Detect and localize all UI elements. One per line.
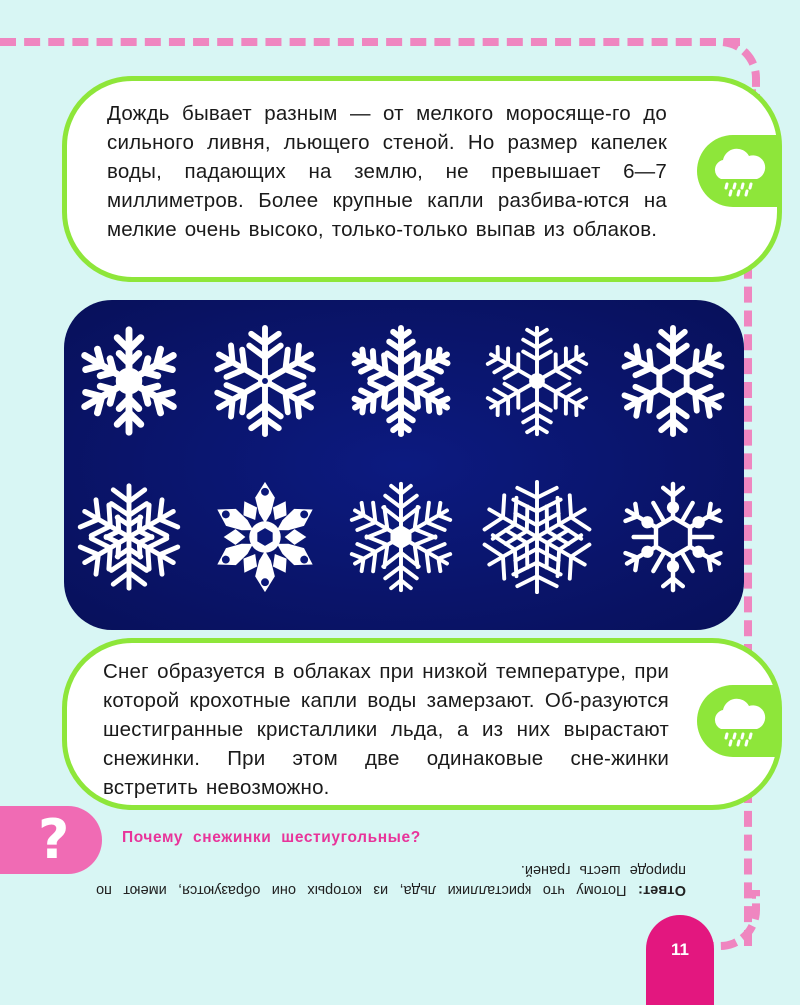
snowflake-icon: [206, 478, 324, 596]
rain-cloud-icon: [711, 695, 767, 747]
snowflake-icon: [342, 478, 460, 596]
snowflake-icon: [70, 478, 188, 596]
question-mark-icon: ?: [38, 808, 70, 871]
answer-label: Ответ:: [637, 882, 686, 898]
snowflake-icon: [478, 478, 596, 596]
snowflake-icon: [614, 478, 732, 596]
snow-fact-card: [62, 638, 782, 810]
decorative-dashed-border: [0, 38, 740, 46]
page-number: 11: [646, 915, 714, 1005]
rain-tab: [697, 135, 777, 207]
rain-cloud-icon: [711, 145, 767, 197]
snowflake-icon: [342, 322, 460, 440]
answer-upside-down: [96, 860, 686, 900]
rain-paragraph: Дождь бывает разным — от мелкого моросяще-го до сильного ливня, льющего стеной. Но размер капелек воды, падающих на землю, не превышает 6—7 миллиметров. Более крупные капли разбива-ются на мелкие очень высоко, только-только выпав из облаков.: [107, 102, 667, 241]
snowflakes-panel: [64, 300, 744, 630]
snow-tab: [697, 685, 777, 757]
snowflake-icon: [614, 322, 732, 440]
question-badge: [0, 806, 102, 874]
question-text: Почему снежинки шестиугольные?: [122, 829, 421, 846]
snowflake-icon: [478, 322, 596, 440]
rain-fact-card: [62, 76, 782, 282]
snowflake-icon: [206, 322, 324, 440]
answer-text: Потому что кристаллики льда, из которых они образуются, имеют по природе шесть граней.: [96, 862, 686, 898]
snowflake-icon: [70, 322, 188, 440]
snow-paragraph: Снег образуется в облаках при низкой температуре, при которой крохотные капли воды замерзают. Об-разуются шестигранные кристаллики льда, а из них вырастают снежинки. При этом две одинаковые сне-жинки встретить невозможно.: [103, 660, 669, 799]
